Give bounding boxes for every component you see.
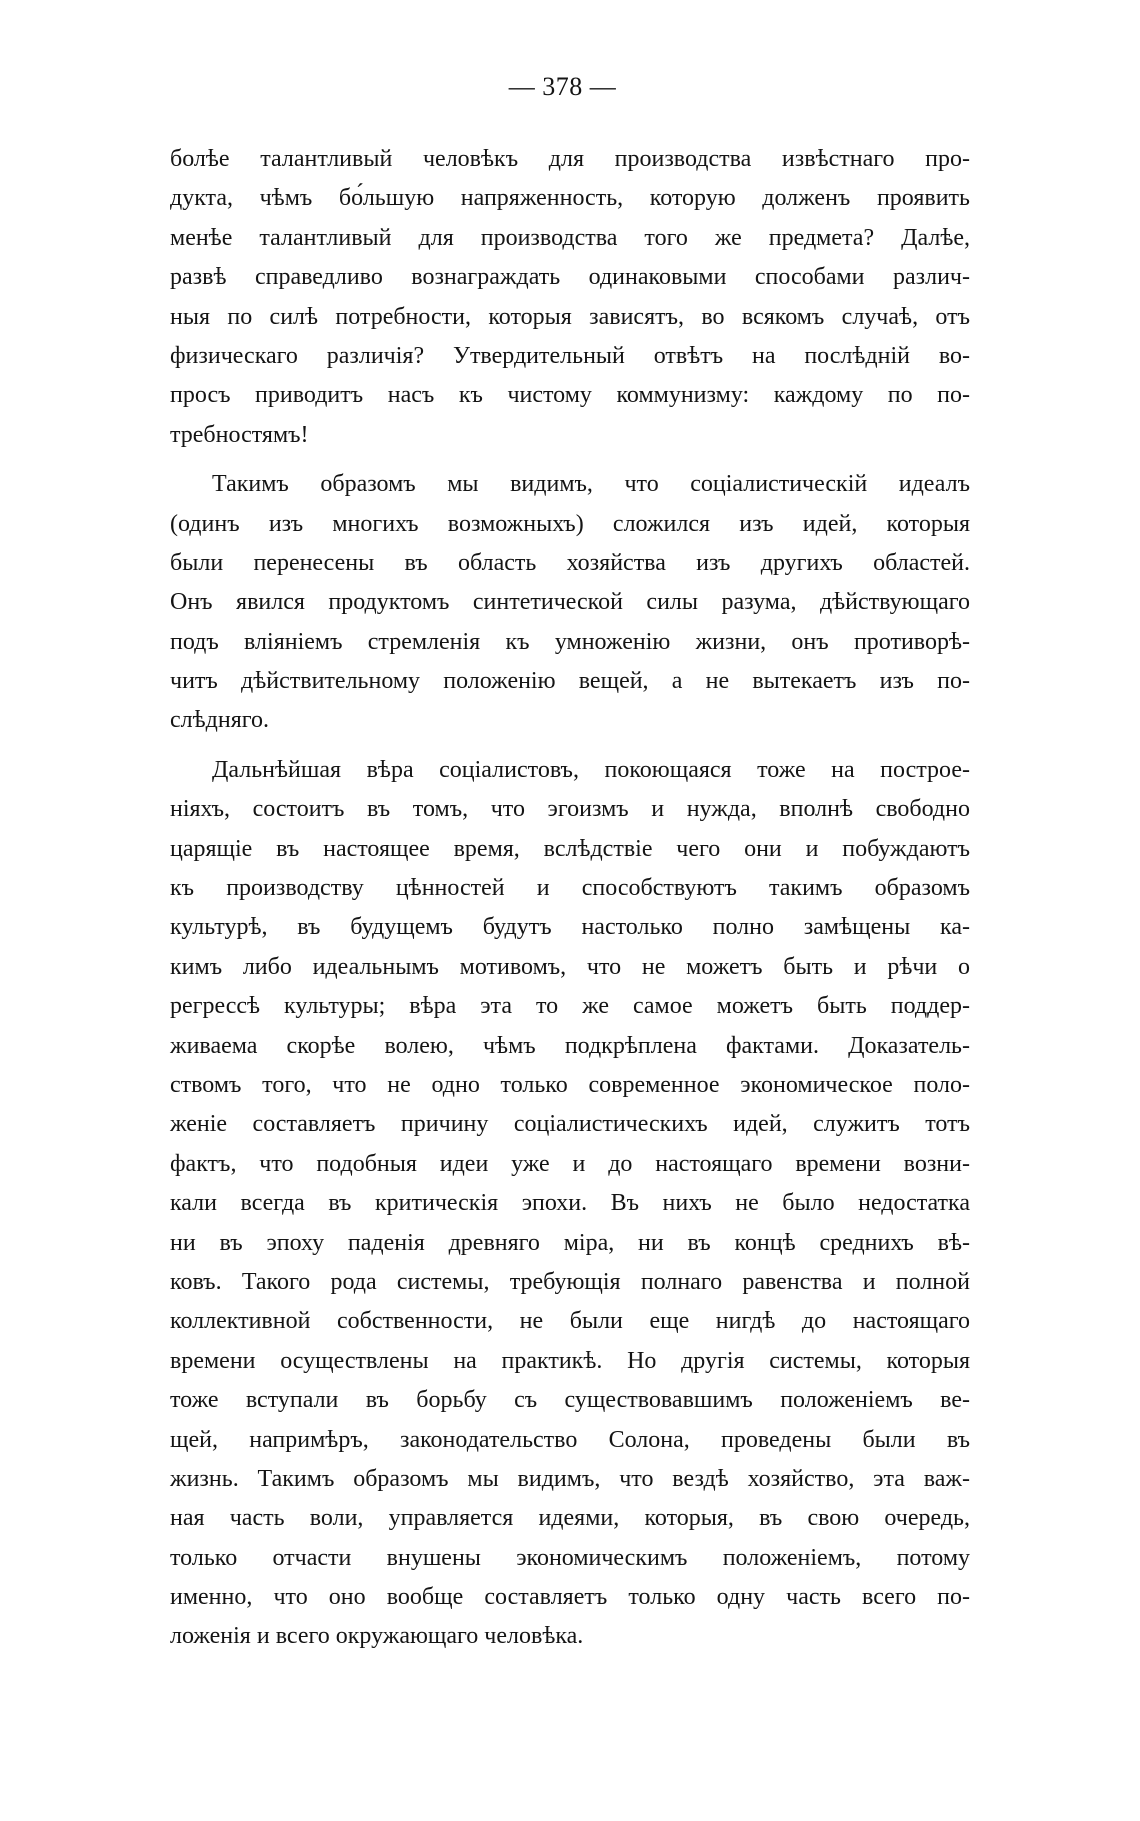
text-line: развѣ справедливо вознаграждать одинаковыми способами различ- [170,264,970,291]
text-line: (одинъ изъ многихъ возможныхъ) сложился изъ идей, которыя [170,510,970,537]
text-line: требностямъ! [170,421,309,448]
text-line: Такимъ образомъ мы видимъ, что соціалистическій идеалъ [212,471,970,498]
text-line: ни въ эпоху паденія древняго міра, ни въ концѣ среднихъ вѣ- [170,1229,970,1256]
paragraph-3 [170,751,970,1657]
text-line: ныя по силѣ потребности, которыя зависятъ, во всякомъ случаѣ, отъ [170,303,970,330]
text-line: ная часть воли, управляется идеями, которыя, въ свою очередь, [170,1505,970,1532]
text-line: коллективной собственности, не были еще нигдѣ до настоящаго [170,1308,970,1335]
body-text [170,140,970,1657]
text-line: царящіе въ настоящее время, вслѣдствіе чего они и побуждаютъ [170,835,970,862]
text-line: тоже вступали въ борьбу съ существовавшимъ положеніемъ ве- [170,1387,970,1414]
text-line: менѣе талантливый для производства того же предмета? Далѣе, [170,224,970,251]
text-line: Дальнѣйшая вѣра соціалистовъ, покоющаяся тоже на построе- [212,756,970,783]
text-line: ложенія и всего окружающаго человѣка. [170,1623,584,1650]
text-line: ніяхъ, состоитъ въ томъ, что эгоизмъ и нужда, вполнѣ свободно [170,796,970,823]
text-line: кали всегда въ критическія эпохи. Въ нихъ не было недостатка [170,1190,970,1217]
text-line: ствомъ того, что не одно только современное экономическое поло- [170,1071,970,1098]
page-number: — 378 — [508,72,617,101]
text-line: дукта, чѣмъ бо́льшую напряженность, которую долженъ проявить [170,185,970,212]
text-line: времени осуществлены на практикѣ. Но другія системы, которыя [170,1347,970,1374]
text-line: регрессѣ культуры; вѣра эта то же самое можетъ быть поддер- [170,993,970,1020]
text-line: только отчасти внушены экономическимъ положеніемъ, потому [170,1544,970,1571]
text-line: живаема скорѣе волею, чѣмъ подкрѣплена фактами. Доказатель- [170,1032,970,1059]
text-line: читъ дѣйствительному положенію вещей, а не вытекаетъ изъ по- [170,668,970,695]
paragraph-2 [170,465,970,741]
text-line: слѣдняго. [170,707,269,734]
text-line: щей, напримѣръ, законодательство Солона, проведены были въ [170,1426,970,1453]
paragraph-1 [170,140,970,455]
text-line: къ производству цѣнностей и способствуютъ такимъ образомъ [170,875,970,902]
text-line: были перенесены въ область хозяйства изъ другихъ областей. [170,549,970,576]
text-line: культурѣ, въ будущемъ будутъ настолько полно замѣщены ка- [170,914,970,941]
text-line: женіе составляетъ причину соціалистическихъ идей, служитъ тотъ [170,1111,970,1138]
text-line: физическаго различія? Утвердительный отвѣтъ на послѣдній во- [170,342,970,369]
text-line: кимъ либо идеальнымъ мотивомъ, что не можетъ быть и рѣчи о [170,953,970,980]
text-line: просъ приводитъ насъ къ чистому коммунизму: каждому по по- [170,382,970,409]
text-line: Онъ явился продуктомъ синтетической силы разума, дѣйствующаго [170,589,970,616]
text-line: подъ вліяніемъ стремленія къ умноженію жизни, онъ противорѣ- [170,628,970,655]
text-line: фактъ, что подобныя идеи уже и до настоящаго времени возни- [170,1150,970,1177]
text-line: жизнь. Такимъ образомъ мы видимъ, что вездѣ хозяйство, эта важ- [170,1465,970,1492]
text-line: именно, что оно вообще составляетъ только одну часть всего по- [170,1584,970,1611]
text-line: ковъ. Такого рода системы, требующія полнаго равенства и полной [170,1268,970,1295]
text-line: болѣе талантливый человѣкъ для производства извѣстнаго про- [170,146,970,172]
